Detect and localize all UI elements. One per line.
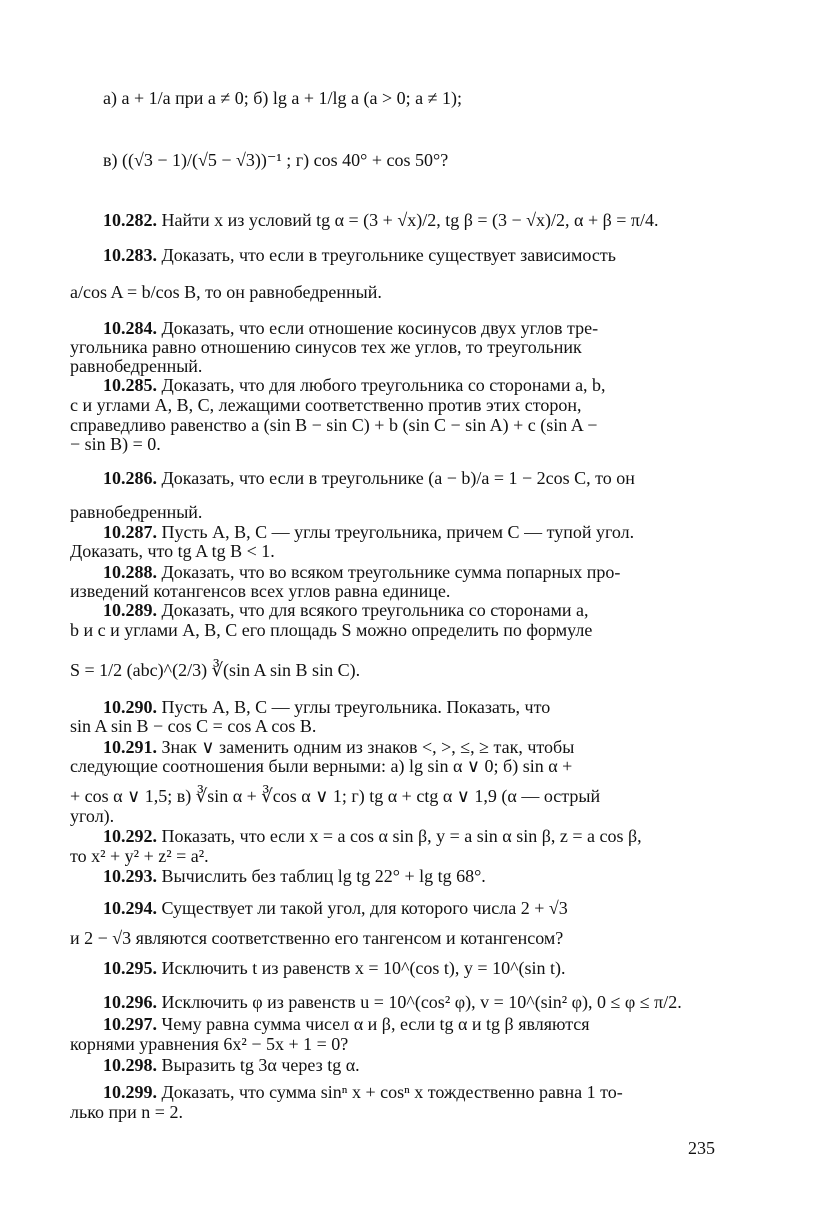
problem-10-297: 10.297. Чему равна сумма чисел α и β, если tg α и tg β являются (103, 1014, 590, 1034)
problem-number: 10.289. (103, 600, 157, 620)
problem-number: 10.291. (103, 737, 157, 757)
text-line: корнями уравнения 6x² − 5x + 1 = 0? (70, 1034, 349, 1054)
text-line: а) a + 1/a при a ≠ 0; б) lg a + 1/lg a (a > 0; a ≠ 1); (103, 88, 463, 108)
text-line: то x² + y² + z² = a². (70, 846, 209, 866)
text-line: b и c и углами A, B, C его площадь S можно определить по формуле (70, 620, 593, 640)
problem-10-291: 10.291. Знак ∨ заменить одним из знаков <, >, ≤, ≥ так, чтобы (103, 737, 575, 757)
text-line: угол). (70, 806, 115, 826)
text-line: изведений котангенсов всех углов равна единице. (70, 581, 451, 601)
text-line: равнобедренный. (70, 502, 203, 522)
problem-number: 10.296. (103, 992, 157, 1012)
text-line: угольника равно отношению синусов тех же углов, то треугольник (70, 337, 582, 357)
problem-number: 10.293. (103, 866, 157, 886)
problem-number: 10.292. (103, 826, 157, 846)
problem-number: 10.297. (103, 1014, 157, 1034)
problem-10-299: 10.299. Доказать, что сумма sinⁿ x + cosⁿ x тождественно равна 1 то- (103, 1082, 623, 1102)
text-line: Доказать, что tg A tg B < 1. (70, 541, 275, 561)
problem-number: 10.299. (103, 1082, 157, 1102)
problem-number: 10.294. (103, 898, 157, 918)
text-line: справедливо равенство a (sin B − sin C) + b (sin C − sin A) + c (sin A − (70, 415, 598, 435)
problem-10-295: 10.295. Исключить t из равенств x = 10^(cos t), y = 10^(sin t). (103, 958, 566, 978)
problem-number: 10.285. (103, 375, 157, 395)
text-line: sin A sin B − cos C = cos A cos B. (70, 716, 317, 736)
text-line: следующие соотношения были верными: а) lg sin α ∨ 0; б) sin α + (70, 756, 573, 776)
problem-number: 10.298. (103, 1055, 157, 1075)
problem-10-290: 10.290. Пусть A, B, C — углы треугольника. Показать, что (103, 697, 551, 717)
problem-number: 10.287. (103, 522, 157, 542)
problem-number: 10.283. (103, 245, 157, 265)
problem-10-292: 10.292. Показать, что если x = a cos α sin β, y = a sin α sin β, z = a cos β, (103, 826, 642, 846)
problem-number: 10.284. (103, 318, 157, 338)
formula-line: S = 1/2 (abc)^(2/3) ∛(sin A sin B sin C). (70, 660, 361, 680)
problem-10-296: 10.296. Исключить φ из равенств u = 10^(cos² φ), v = 10^(sin² φ), 0 ≤ φ ≤ π/2. (103, 992, 682, 1012)
text-line: равнобедренный. (70, 356, 203, 376)
problem-10-284: 10.284. Доказать, что если отношение косинусов двух углов тре- (103, 318, 599, 338)
problem-10-286: 10.286. Доказать, что если в треугольнике (a − b)/a = 1 − 2cos C, то он (103, 468, 635, 488)
problem-10-285: 10.285. Доказать, что для любого треугольника со сторонами a, b, (103, 375, 606, 395)
problem-10-282: 10.282. Найти x из условий tg α = (3 + √x)/2, tg β = (3 − √x)/2, α + β = π/4. (103, 210, 659, 230)
problem-number: 10.288. (103, 562, 157, 582)
text-line: и 2 − √3 являются соответственно его тангенсом и котангенсом? (70, 928, 564, 948)
text-line: c и углами A, B, C, лежащими соответственно против этих сторон, (70, 395, 582, 415)
text-line: + cos α ∨ 1,5; в) ∛sin α + ∛cos α ∨ 1; г) tg α + ctg α ∨ 1,9 (α — острый (70, 786, 601, 806)
problem-number: 10.295. (103, 958, 157, 978)
problem-10-287: 10.287. Пусть A, B, C — углы треугольника, причем C — тупой угол. (103, 522, 635, 542)
problem-10-283: 10.283. Доказать, что если в треугольнике существует зависимость (103, 245, 616, 265)
problem-number: 10.290. (103, 697, 157, 717)
problem-10-298: 10.298. Выразить tg 3α через tg α. (103, 1055, 360, 1075)
problem-number: 10.286. (103, 468, 157, 488)
page-number: 235 (688, 1138, 715, 1158)
problem-10-289: 10.289. Доказать, что для всякого треугольника со сторонами a, (103, 600, 589, 620)
problem-number: 10.282. (103, 210, 157, 230)
text-line: − sin B) = 0. (70, 434, 161, 454)
text-line: в) ((√3 − 1)/(√5 − √3))⁻¹ ; г) cos 40° + cos 50°? (103, 150, 449, 170)
problem-10-293: 10.293. Вычислить без таблиц lg tg 22° + lg tg 68°. (103, 866, 486, 886)
problem-10-288: 10.288. Доказать, что во всяком треугольнике сумма попарных про- (103, 562, 621, 582)
text-line: лько при n = 2. (70, 1102, 183, 1122)
problem-10-294: 10.294. Существует ли такой угол, для которого числа 2 + √3 (103, 898, 568, 918)
text-line: a/cos A = b/cos B, то он равнобедренный. (70, 282, 382, 302)
